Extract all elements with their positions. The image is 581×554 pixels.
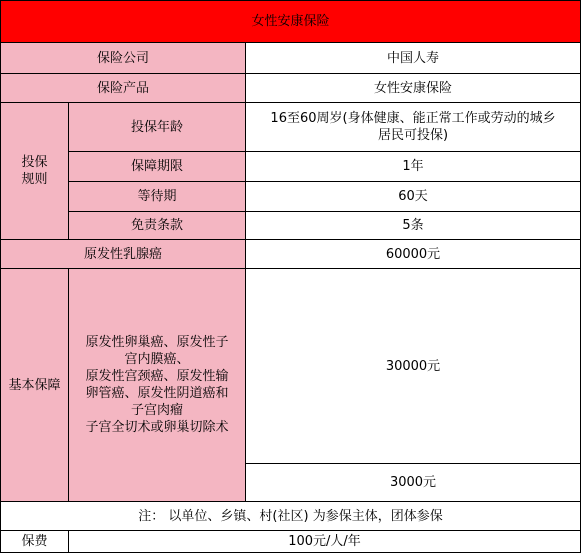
exemption-value: 5条 <box>246 212 581 240</box>
table-row <box>1 502 581 531</box>
age-value-line: 居民可投保) <box>377 128 449 143</box>
period-value: 1年 <box>246 152 581 182</box>
table-row <box>1 212 581 240</box>
table-row <box>1 240 581 269</box>
product-value: 女性安康保险 <box>246 74 581 103</box>
age-value-line: 16至60周岁(身体健康、能正常工作或劳动的城乡 <box>270 111 556 126</box>
age-label: 投保年龄 <box>69 103 246 152</box>
waiting-value: 60天 <box>246 182 581 212</box>
table-row <box>1 74 581 103</box>
cancers-label-line: 宫内膜癌、 <box>124 352 190 367</box>
premium-value: 100元/人/年 <box>69 531 581 553</box>
basic-group-label: 基本保障 <box>1 269 69 502</box>
period-label: 保障期限 <box>69 152 246 182</box>
rules-group-label <box>1 103 69 240</box>
table-row <box>1 269 581 464</box>
table-row <box>1 43 581 74</box>
company-value: 中国人寿 <box>246 43 581 74</box>
company-label: 保险公司 <box>1 43 246 74</box>
breast-cancer-label: 原发性乳腺癌 <box>1 240 246 269</box>
rules-group-label-line: 规则 <box>21 172 48 187</box>
cancers-label <box>69 269 246 502</box>
product-label: 保险产品 <box>1 74 246 103</box>
title-row <box>1 1 581 43</box>
table-row <box>1 152 581 182</box>
table-row <box>1 531 581 553</box>
basic-value-bottom: 3000元 <box>246 464 581 502</box>
note-text: 注： 以单位、乡镇、村(社区) 为参保主体，团体参保 <box>1 502 581 531</box>
rules-group-label-line: 投保 <box>21 155 48 170</box>
cancers-label-line: 卵管癌、原发性阴道癌和 <box>85 386 229 401</box>
exemption-label: 免责条款 <box>69 212 246 240</box>
cancers-label-line: 原发性宫颈癌、原发性输 <box>85 369 229 384</box>
cancers-label-line: 子宫肉瘤 <box>130 403 183 418</box>
age-value <box>246 103 581 152</box>
table-row <box>1 103 581 152</box>
basic-value-top: 30000元 <box>246 269 581 464</box>
cancers-label-line: 原发性卵巢癌、原发性子 <box>85 335 229 350</box>
breast-cancer-value: 60000元 <box>246 240 581 269</box>
table-row <box>1 182 581 212</box>
cancers-label-line: 子宫全切术或卵巢切除术 <box>85 420 229 435</box>
premium-label: 保费 <box>1 531 69 553</box>
waiting-label: 等待期 <box>69 182 246 212</box>
table-title: 女性安康保险 <box>1 1 581 43</box>
